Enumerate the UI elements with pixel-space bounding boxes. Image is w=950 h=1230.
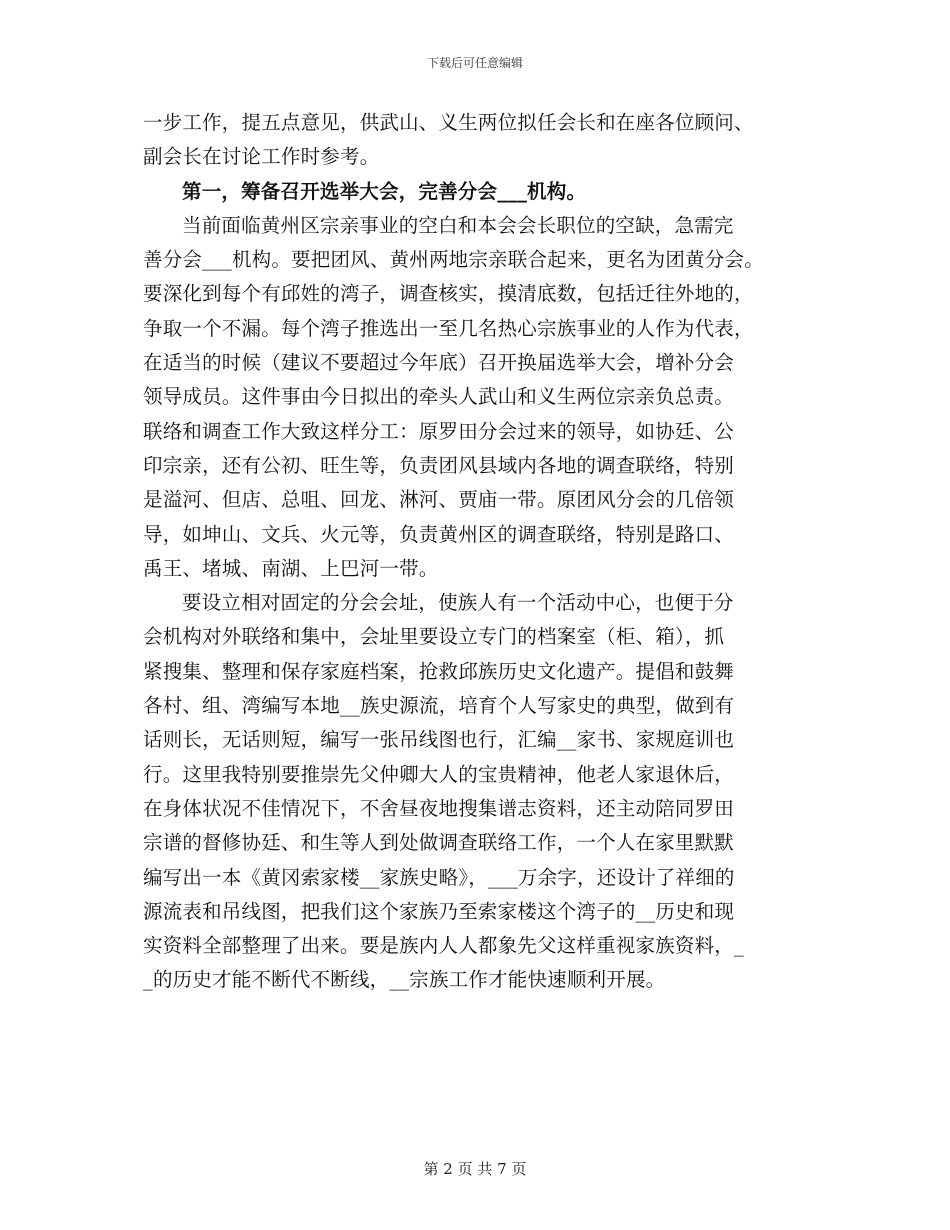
text-line: 导，如坤山、文兵、火元等，负责黄州区的调查联络，特别是路口、 xyxy=(143,522,735,546)
paragraph-start-line: 要设立相对固定的分会会址，使族人有一个活动中心，也便于分 xyxy=(182,591,734,615)
text-line: 宗谱的督修协廷、和生等人到处做调查联络工作，一个人在家里默默 xyxy=(143,831,735,855)
text-line: 禹王、堵城、南湖、上巴河一带。 xyxy=(143,556,439,580)
text-line: 领导成员。这件事由今日拟出的牵头人武山和义生两位宗亲负总责。 xyxy=(143,385,735,409)
text-line: 源流表和吊线图，把我们这个家族乃至索家楼这个湾子的__历史和现 xyxy=(143,899,735,923)
text-line: 话则长，无话则短，编写一张吊线图也行，汇编__家书、家规庭训也 xyxy=(143,728,735,752)
text-line: 会机构对外联络和集中，会址里要设立专门的档案室（柜、箱），抓 xyxy=(143,625,725,649)
text-line: 紧搜集、整理和保存家庭档案，抢救邱族历史文化遗产。提倡和鼓舞 xyxy=(143,659,735,683)
text-line: 要深化到每个有邱姓的湾子，调查核实，摸清底数，包括迁往外地的， xyxy=(143,282,754,306)
text-line: 行。这里我特别要推崇先父仲卿大人的宝贵精神，他老人家退休后， xyxy=(143,762,735,786)
text-line: 在适当的时候（建议不要超过今年底）召开换届选举大会，增补分会 xyxy=(143,351,735,375)
text-line: 联络和调查工作大致这样分工：原罗田分会过来的领导，如协廷、公 xyxy=(143,419,735,443)
document-body xyxy=(143,106,823,998)
text-line: 实资料全部整理了出来。要是族内人人都象先父这样重视家族资料，_ xyxy=(143,934,744,958)
text-line: 编写出一本《黄冈索家楼__家族史略》，___万余字，还设计了祥细的 xyxy=(143,865,735,889)
text-line: 副会长在讨论工作时参考。 xyxy=(143,145,380,169)
page-footer: 第 2 页 共 7 页 xyxy=(423,1160,527,1178)
text-line: _的历史才能不断代不断线，__宗族工作才能快速顺利开展。 xyxy=(143,968,666,992)
text-line: 争取一个不漏。每个湾子推选出一至几名热心宗族事业的人作为代表， xyxy=(143,316,754,340)
paragraph-start-line: 当前面临黄州区宗亲事业的空白和本会会长职位的空缺，急需完 xyxy=(182,213,734,237)
page-header: 下载后可任意编辑 xyxy=(426,56,523,70)
text-line: 善分会___机构。要把团风、黄州两地宗亲联合起来，更名为团黄分会。 xyxy=(143,248,764,272)
text-line: 一步工作，提五点意见，供武山、义生两位拟任会长和在座各位顾问、 xyxy=(143,111,754,134)
text-line: 是溢河、但店、总咀、回龙、淋河、贾庙一带。原团风分会的几倍领 xyxy=(143,488,735,512)
section-heading: 第一，筹备召开选举大会，完善分会___机构。 xyxy=(182,179,587,203)
text-line: 各村、组、湾编写本地__族史源流，培育个人写家史的典型，做到有 xyxy=(143,694,735,718)
text-line: 印宗亲，还有公初、旺生等，负责团风县域内各地的调查联络，特别 xyxy=(143,453,735,477)
text-line: 在身体状况不佳情况下，不舍昼夜地搜集谱志资料，还主动陪同罗田 xyxy=(143,796,735,820)
